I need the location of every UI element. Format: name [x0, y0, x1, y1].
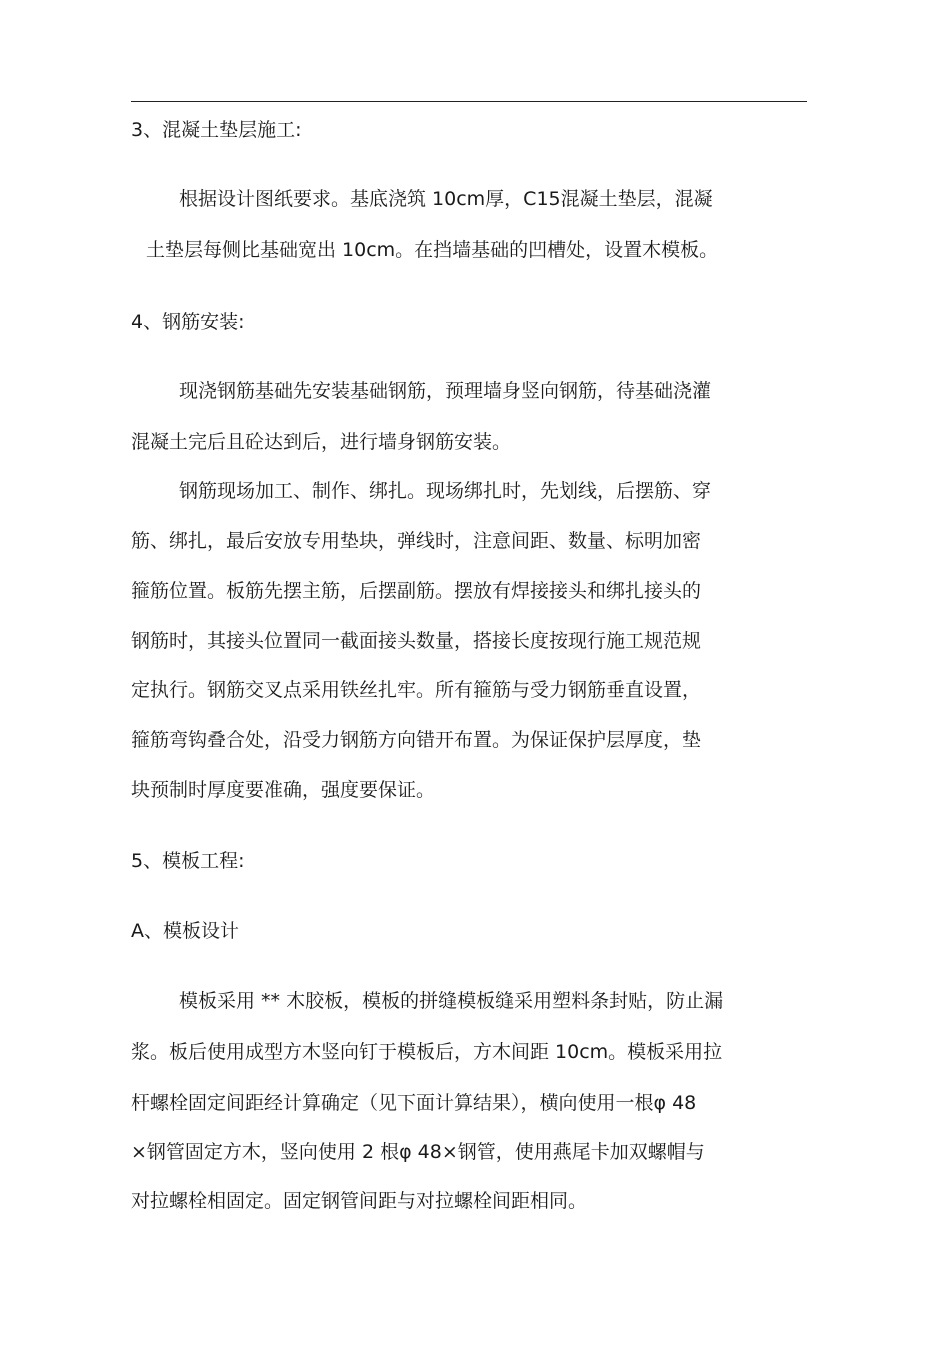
section-5-para-1-line-3: 杆螺栓固定间距经计算确定（见下面计算结果），横向使用一根φ 48 — [131, 1092, 697, 1114]
header-rule — [131, 101, 807, 102]
section-5-para-1-line-2: 浆。板后使用成型方木竖向钉于模板后，方木间距 10cm。模板采用拉 — [131, 1041, 723, 1063]
section-5-para-1-line-4: ×钢管固定方木，竖向使用 2 根φ 48×钢管，使用燕尾卡加双螺帽与 — [131, 1141, 705, 1163]
section-4-para-1-line-1: 现浇钢筋基础先安装基础钢筋，预理墙身竖向钢筋，待基础浇灌 — [179, 380, 712, 402]
section-4-para-2-line-7: 块预制时厚度要准确，强度要保证。 — [131, 779, 436, 801]
section-4-para-2-line-1: 钢筋现场加工、制作、绑扎。现场绑扎时，先划线，后摆筋、穿 — [179, 480, 712, 502]
section-5-subheading: A、模板设计 — [131, 920, 239, 942]
section-4-para-2-line-6: 箍筋弯钩叠合处，沿受力钢筋方向错开布置。为保证保护层厚度，垫 — [131, 729, 702, 751]
section-5-para-1-line-1: 模板采用 ** 木胶板，模板的拼缝模板缝采用塑料条封贴，防止漏 — [179, 990, 724, 1012]
section-5-heading: 5、模板工程: — [131, 850, 245, 872]
section-5-para-1-line-5: 对拉螺栓相固定。固定钢管间距与对拉螺栓间距相同。 — [131, 1190, 588, 1212]
section-4-para-2-line-5: 定执行。钢筋交叉点采用铁丝扎牢。所有箍筋与受力钢筋垂直设置， — [131, 679, 702, 701]
section-4-para-2-line-2: 筋、绑扎，最后安放专用垫块，弹线时，注意间距、数量、标明加密 — [131, 530, 702, 552]
section-4-para-2-line-4: 钢筋时，其接头位置同一截面接头数量，搭接长度按现行施工规范规 — [131, 630, 702, 652]
section-3-para-1-line-2: 土垫层每侧比基础宽出 10cm。在挡墙基础的凹槽处，设置木模板。 — [146, 239, 719, 261]
section-4-heading: 4、钢筋安装: — [131, 311, 245, 333]
section-4-para-1-line-2: 混凝土完后且砼达到后，进行墙身钢筋安装。 — [131, 431, 512, 453]
section-3-heading: 3、混凝土垫层施工: — [131, 119, 302, 141]
section-3-para-1-line-1: 根据设计图纸要求。基底浇筑 10cm厚，C15混凝土垫层，混凝 — [179, 188, 713, 210]
section-4-para-2-line-3: 箍筋位置。板筋先摆主筋，后摆副筋。摆放有焊接接头和绑扎接头的 — [131, 580, 702, 602]
